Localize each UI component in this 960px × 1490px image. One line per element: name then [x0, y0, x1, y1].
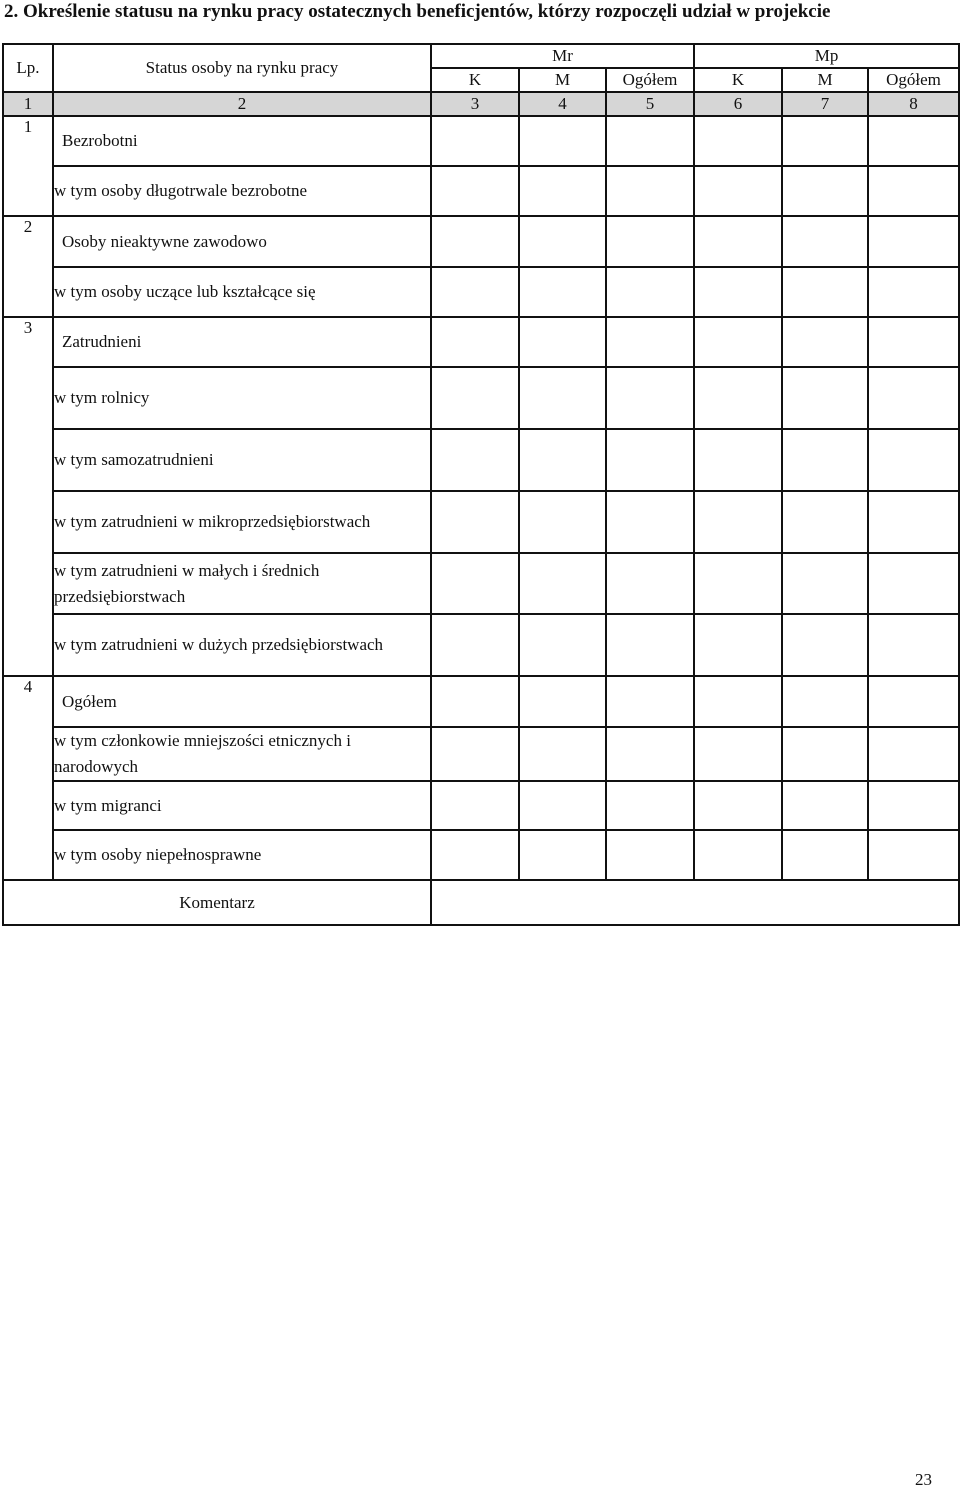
value-cell[interactable]	[782, 727, 868, 781]
sub-header-mp-ogolem: Ogółem	[868, 68, 959, 92]
value-cell[interactable]	[431, 830, 519, 880]
value-cell[interactable]	[606, 429, 694, 491]
value-cell[interactable]	[519, 216, 606, 267]
status-label: w tym osoby niepełnosprawne	[53, 830, 431, 880]
value-cell[interactable]	[694, 317, 782, 367]
value-cell[interactable]	[431, 116, 519, 166]
status-label: w tym samozatrudnieni	[53, 429, 431, 491]
value-cell[interactable]	[694, 116, 782, 166]
value-cell[interactable]	[868, 429, 959, 491]
value-cell[interactable]	[782, 614, 868, 676]
value-cell[interactable]	[694, 614, 782, 676]
value-cell[interactable]	[431, 267, 519, 317]
value-cell[interactable]	[431, 727, 519, 781]
value-cell[interactable]	[868, 676, 959, 727]
status-label: w tym osoby długotrwale bezrobotne	[53, 166, 431, 216]
value-cell[interactable]	[606, 367, 694, 429]
comment-row	[3, 880, 959, 925]
table-row	[3, 676, 959, 727]
sub-header-mp-k: K	[694, 68, 782, 92]
value-cell[interactable]	[868, 491, 959, 553]
status-header: Status osoby na rynku pracy	[53, 44, 431, 92]
lp-header: Lp.	[3, 44, 53, 92]
value-cell[interactable]	[519, 614, 606, 676]
value-cell[interactable]	[519, 267, 606, 317]
value-cell[interactable]	[868, 317, 959, 367]
table-row	[3, 781, 959, 830]
table-row	[3, 614, 959, 676]
table-row	[3, 267, 959, 317]
value-cell[interactable]	[868, 166, 959, 216]
status-label: w tym migranci	[53, 781, 431, 830]
value-cell[interactable]	[782, 781, 868, 830]
value-cell[interactable]	[694, 429, 782, 491]
value-cell[interactable]	[606, 614, 694, 676]
value-cell[interactable]	[868, 216, 959, 267]
value-cell[interactable]	[868, 781, 959, 830]
value-cell[interactable]	[519, 429, 606, 491]
value-cell[interactable]	[868, 830, 959, 880]
value-cell[interactable]	[694, 676, 782, 727]
column-number: 4	[519, 92, 606, 116]
sub-header-mp-m: M	[782, 68, 868, 92]
status-label: w tym zatrudnieni w dużych przedsiębiorstwach	[53, 614, 431, 676]
value-cell[interactable]	[431, 367, 519, 429]
value-cell[interactable]	[782, 317, 868, 367]
value-cell[interactable]	[606, 317, 694, 367]
table-row	[3, 491, 959, 553]
column-number: 1	[3, 92, 53, 116]
value-cell[interactable]	[694, 166, 782, 216]
value-cell[interactable]	[782, 166, 868, 216]
column-number-row	[3, 92, 959, 116]
status-label: w tym osoby uczące lub kształcące się	[53, 267, 431, 317]
value-cell[interactable]	[606, 781, 694, 830]
value-cell[interactable]	[782, 830, 868, 880]
value-cell[interactable]	[868, 116, 959, 166]
value-cell[interactable]	[606, 166, 694, 216]
value-cell[interactable]	[606, 216, 694, 267]
sub-header-mr-ogolem: Ogółem	[606, 68, 694, 92]
value-cell[interactable]	[606, 267, 694, 317]
value-cell[interactable]	[431, 166, 519, 216]
value-cell[interactable]	[431, 216, 519, 267]
value-cell[interactable]	[868, 727, 959, 781]
value-cell[interactable]	[868, 267, 959, 317]
value-cell[interactable]	[782, 491, 868, 553]
header-group-row	[3, 44, 959, 68]
value-cell[interactable]	[782, 267, 868, 317]
value-cell[interactable]	[868, 614, 959, 676]
column-number: 8	[868, 92, 959, 116]
table-row	[3, 367, 959, 429]
value-cell[interactable]	[782, 116, 868, 166]
value-cell[interactable]	[519, 116, 606, 166]
status-label: Osoby nieaktywne zawodowo	[53, 216, 431, 267]
column-number: 5	[606, 92, 694, 116]
column-number: 3	[431, 92, 519, 116]
value-cell[interactable]	[606, 491, 694, 553]
value-cell[interactable]	[431, 317, 519, 367]
sub-header-mr-k: K	[431, 68, 519, 92]
value-cell[interactable]	[519, 553, 606, 614]
value-cell[interactable]	[606, 553, 694, 614]
table-row	[3, 830, 959, 880]
lp-cell: 2	[3, 216, 53, 317]
value-cell[interactable]	[694, 267, 782, 317]
status-label: Ogółem	[53, 676, 431, 727]
column-number: 2	[53, 92, 431, 116]
value-cell[interactable]	[519, 367, 606, 429]
value-cell[interactable]	[519, 166, 606, 216]
status-label: w tym rolnicy	[53, 367, 431, 429]
value-cell[interactable]	[694, 216, 782, 267]
status-label: Zatrudnieni	[53, 317, 431, 367]
value-cell[interactable]	[519, 491, 606, 553]
value-cell[interactable]	[431, 676, 519, 727]
value-cell[interactable]	[606, 676, 694, 727]
value-cell[interactable]	[606, 116, 694, 166]
lp-cell: 1	[3, 116, 53, 216]
value-cell[interactable]	[431, 553, 519, 614]
lp-cell: 4	[3, 676, 53, 880]
status-label: Bezrobotni	[53, 116, 431, 166]
value-cell[interactable]	[519, 727, 606, 781]
value-cell[interactable]	[694, 781, 782, 830]
value-cell[interactable]	[694, 367, 782, 429]
comment-label: Komentarz	[3, 880, 431, 925]
table-row	[3, 553, 959, 614]
table-row	[3, 429, 959, 491]
table-row	[3, 166, 959, 216]
lp-cell: 3	[3, 317, 53, 676]
group-header-mr: Mr	[431, 44, 694, 68]
value-cell[interactable]	[782, 429, 868, 491]
column-number: 6	[694, 92, 782, 116]
value-cell[interactable]	[431, 491, 519, 553]
comment-field[interactable]	[431, 880, 959, 925]
value-cell[interactable]	[606, 727, 694, 781]
value-cell[interactable]	[782, 553, 868, 614]
value-cell[interactable]	[431, 614, 519, 676]
table-row	[3, 116, 959, 166]
table-row	[3, 317, 959, 367]
value-cell[interactable]	[519, 317, 606, 367]
value-cell[interactable]	[694, 491, 782, 553]
table-row	[3, 727, 959, 781]
value-cell[interactable]	[868, 553, 959, 614]
status-label: w tym zatrudnieni w małych i średnich przedsiębiorstwach	[53, 553, 431, 614]
value-cell[interactable]	[694, 830, 782, 880]
page-title: 2. Określenie statusu na rynku pracy ostatecznych beneficjentów, którzy rozpoczęli udział w projekcie	[4, 1, 831, 22]
value-cell[interactable]	[519, 830, 606, 880]
status-label: w tym zatrudnieni w mikroprzedsiębiorstwach	[53, 491, 431, 553]
value-cell[interactable]	[782, 216, 868, 267]
status-label: w tym członkowie mniejszości etnicznych i narodowych	[53, 727, 431, 781]
status-table	[2, 43, 960, 926]
value-cell[interactable]	[782, 676, 868, 727]
page-number: 23	[915, 1470, 932, 1489]
value-cell[interactable]	[694, 727, 782, 781]
value-cell[interactable]	[431, 781, 519, 830]
value-cell[interactable]	[782, 367, 868, 429]
value-cell[interactable]	[431, 429, 519, 491]
sub-header-mr-m: M	[519, 68, 606, 92]
value-cell[interactable]	[519, 676, 606, 727]
group-header-mp: Mp	[694, 44, 959, 68]
value-cell[interactable]	[694, 553, 782, 614]
table-row	[3, 216, 959, 267]
value-cell[interactable]	[519, 781, 606, 830]
value-cell[interactable]	[868, 367, 959, 429]
column-number: 7	[782, 92, 868, 116]
value-cell[interactable]	[606, 830, 694, 880]
